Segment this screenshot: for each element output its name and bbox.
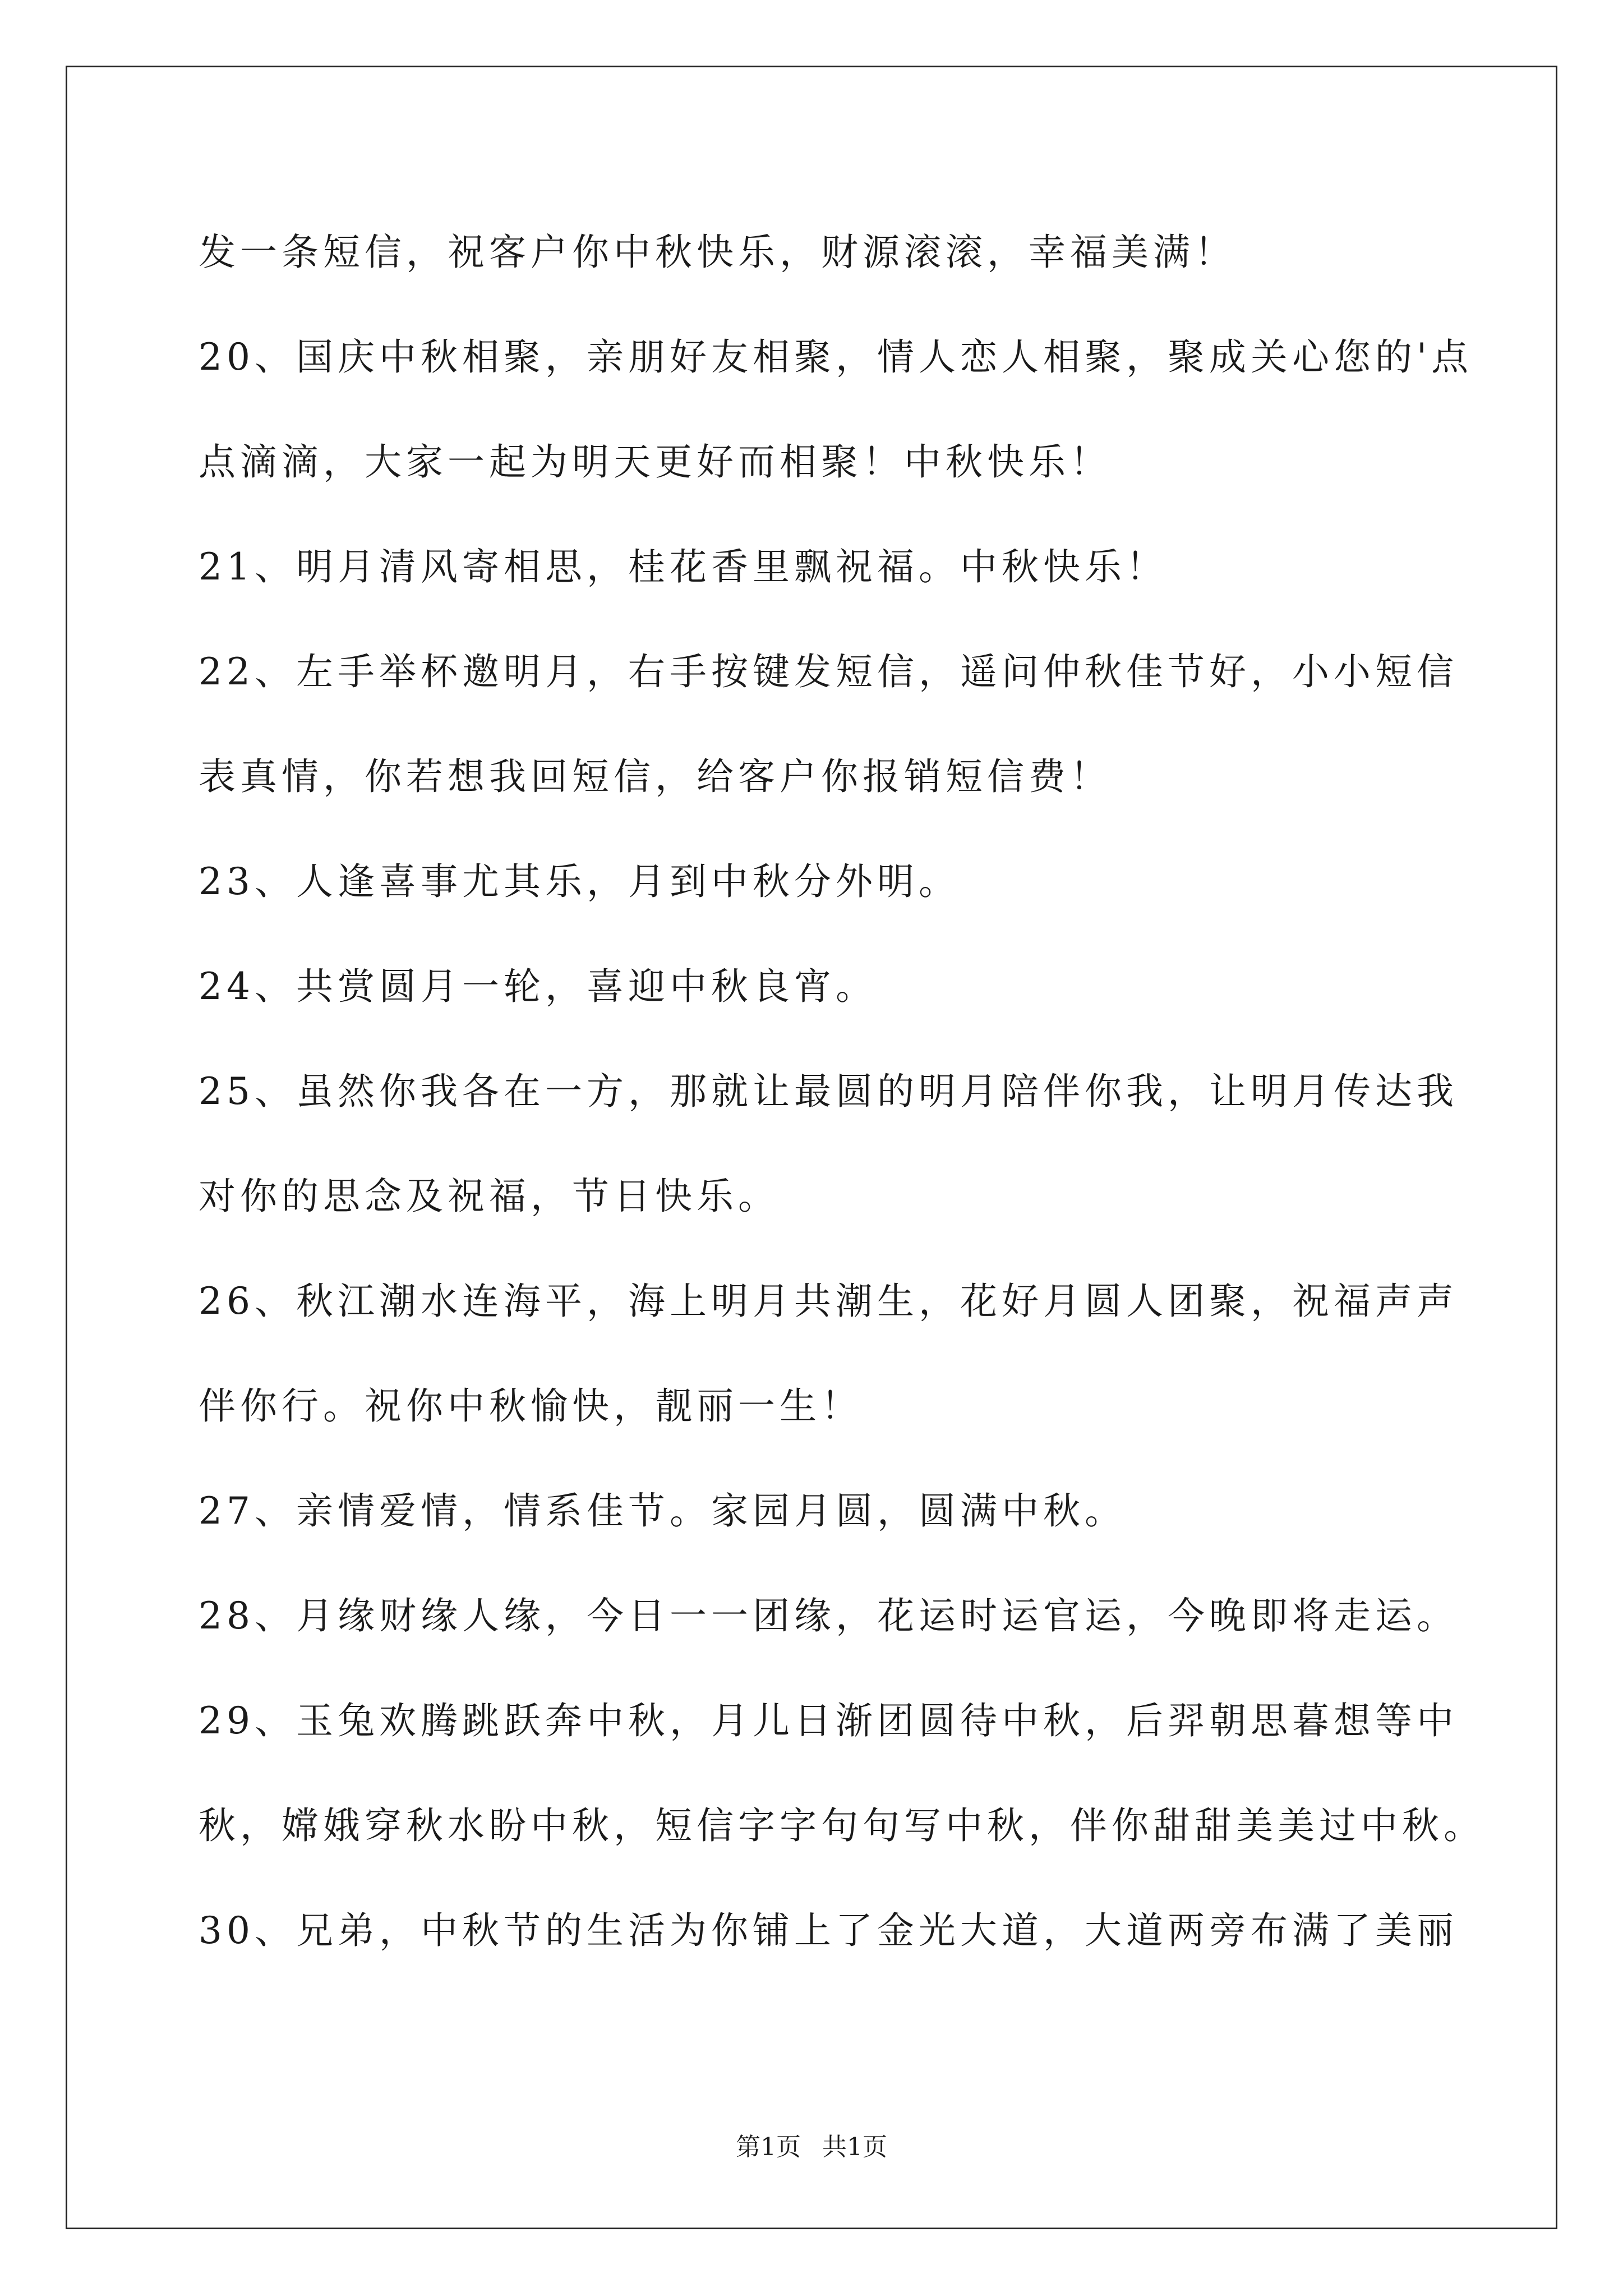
text-line: 伴你行。祝你中秋愉快，靓丽一生！ bbox=[199, 1384, 863, 1428]
text-line: 23、人逢喜事尤其乐，月到中秋分外明。 bbox=[199, 860, 960, 903]
text-line: 24、共赏圆月一轮，喜迎中秋良宵。 bbox=[199, 965, 877, 1008]
text-line: 点滴滴，大家一起为明天更好而相聚！中秋快乐！ bbox=[199, 440, 1112, 484]
text-line: 25、虽然你我各在一方，那就让最圆的明月陪伴你我，让明月传达我 bbox=[199, 1070, 1458, 1113]
text-line: 秋，嫦娥穿秋水盼中秋，短信字字句句写中秋，伴你甜甜美美过中秋。 bbox=[199, 1804, 1485, 1847]
text-line: 27、亲情爱情，情系佳节。家园月圆，圆满中秋。 bbox=[199, 1489, 1126, 1533]
text-line: 20、国庆中秋相聚，亲朋好友相聚，情人恋人相聚，聚成关心您的'点 bbox=[199, 335, 1473, 379]
text-line: 22、左手举杯邀明月，右手按键发短信，遥问仲秋佳节好，小小短信 bbox=[199, 650, 1458, 693]
text-line: 26、秋江潮水连海平，海上明月共潮生，花好月圆人团聚，祝福声声 bbox=[199, 1280, 1458, 1323]
text-line: 30、兄弟，中秋节的生活为你铺上了金光大道，大道两旁布满了美丽 bbox=[199, 1909, 1458, 1952]
text-line: 21、明月清风寄相思，桂花香里飘祝福。中秋快乐！ bbox=[199, 545, 1168, 588]
document-body bbox=[199, 224, 1485, 2008]
page-footer bbox=[0, 2131, 1623, 2164]
text-line: 发一条短信，祝客户你中秋快乐，财源滚滚，幸福美满！ bbox=[199, 231, 1236, 274]
page-number-total: 共1页 bbox=[822, 2133, 887, 2161]
text-line: 对你的思念及祝福，节日快乐。 bbox=[199, 1175, 780, 1218]
page-number-current: 第1页 bbox=[736, 2133, 801, 2161]
text-line: 表真情，你若想我回短信，给客户你报销短信费！ bbox=[199, 755, 1112, 798]
text-line: 28、月缘财缘人缘，今日一一团缘，花运时运官运，今晚即将走运。 bbox=[199, 1594, 1458, 1637]
text-line: 29、玉兔欢腾跳跃奔中秋，月儿日渐团圆待中秋，后羿朝思暮想等中 bbox=[199, 1699, 1458, 1742]
